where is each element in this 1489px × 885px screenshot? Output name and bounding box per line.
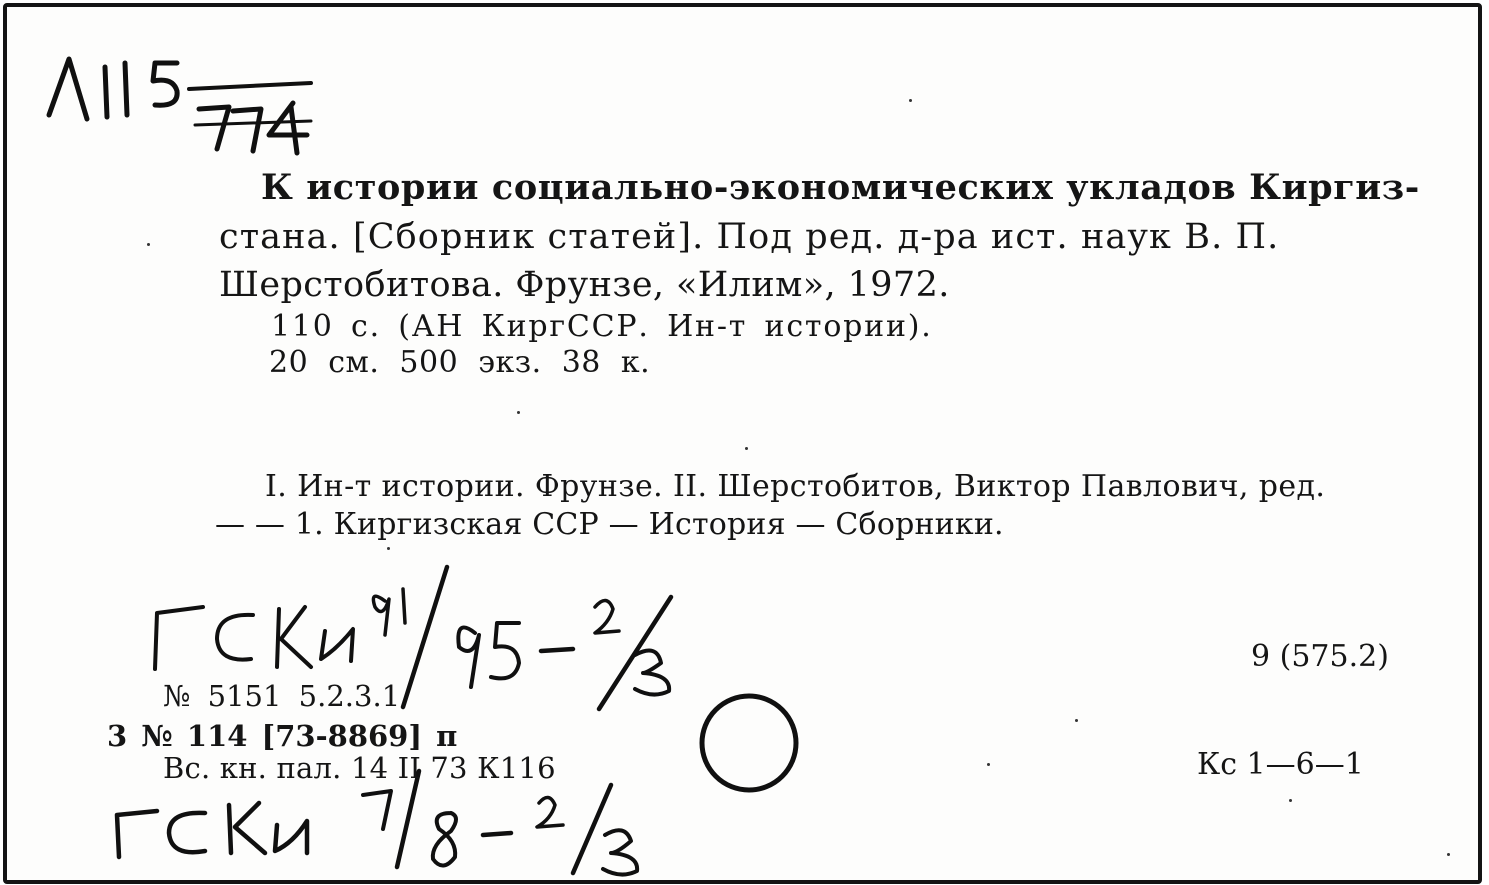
scan-speck	[745, 447, 748, 450]
scan-speck	[147, 243, 150, 246]
scan-speck	[987, 763, 990, 766]
scan-speck	[1289, 799, 1292, 802]
classification-code: Кс 1—6—1	[1197, 747, 1364, 782]
udc-index: 9 (575.2)	[1251, 639, 1389, 674]
catalog-line-1: № 5151 5.2.3.1	[163, 679, 401, 713]
tracings-line-2: — — 1. Киргизская ССР — История — Сборники.	[215, 507, 1004, 542]
handwritten-lower-text	[35, 7, 50, 9]
catalog-line-3: Вс. кн. пал. 14 II 73 К116	[163, 751, 556, 785]
handwritten-upper-text	[17, 7, 34, 9]
description-line-2: стана. [Сборник статей]. Под ред. д-ра ист. наук В. П.	[219, 217, 1280, 257]
handwritten-code-lower	[117, 771, 637, 875]
description-line-4: 110 с. (АН КиргССР. Ин-т истории).	[271, 309, 933, 344]
tracings-line-1: I. Ин-т истории. Фрунзе. II. Шерстобитов, Виктор Павлович, ред.	[265, 469, 1326, 504]
shelfmark-letters	[7, 7, 12, 9]
catalog-card	[3, 3, 1482, 884]
description-line-1: К истории социально-экономических укладов Киргиз-	[261, 167, 1420, 208]
catalog-line-2: 3 № 114 [73-8869] п	[107, 719, 458, 753]
shelfmark-handwriting	[49, 59, 311, 153]
scan-speck	[1447, 853, 1450, 856]
scan-speck	[387, 547, 390, 550]
description-line-5: 20 см. 500 экз. 38 к.	[269, 345, 651, 380]
scan-speck	[517, 411, 520, 414]
scan-speck	[1075, 719, 1078, 722]
description-line-3: Шерстобитова. Фрунзе, «Илим», 1972.	[219, 265, 950, 305]
scan-speck	[909, 99, 912, 102]
circle-stamp	[702, 696, 796, 790]
